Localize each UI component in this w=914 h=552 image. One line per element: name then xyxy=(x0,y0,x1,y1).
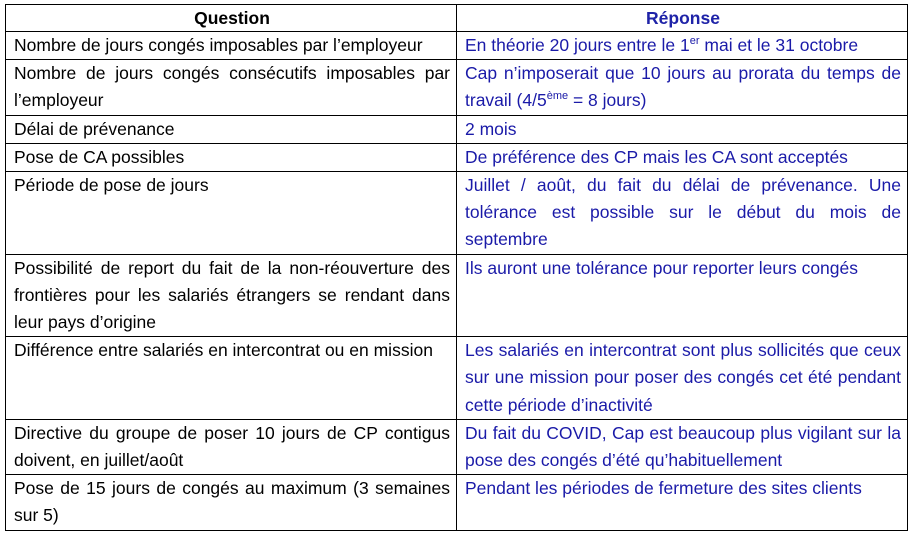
question-cell: Période de pose de jours xyxy=(6,172,457,255)
question-cell: Nombre de jours congés consécutifs imposables par l’employeur xyxy=(6,60,457,115)
reponse-cell: De préférence des CP mais les CA sont acceptés xyxy=(457,143,908,171)
table-row xyxy=(6,254,908,337)
table-row xyxy=(6,143,908,171)
question-cell: Possibilité de report du fait de la non-réouverture des frontières pour les salariés étrangers se rendant dans leur pays d’origine xyxy=(6,254,457,337)
reponse-cell: 2 mois xyxy=(457,115,908,143)
reponse-cell: Ils auront une tolérance pour reporter leurs congés xyxy=(457,254,908,337)
question-cell: Délai de prévenance xyxy=(6,115,457,143)
reponse-cell: Du fait du COVID, Cap est beaucoup plus vigilant sur la pose des congés d’été qu’habituellement xyxy=(457,419,908,474)
question-cell: Nombre de jours congés imposables par l’employeur xyxy=(6,32,457,60)
table-row xyxy=(6,475,908,530)
question-cell: Pose de CA possibles xyxy=(6,143,457,171)
reponse-cell xyxy=(457,32,908,60)
reponse-text: = 8 jours) xyxy=(568,90,647,111)
table-row xyxy=(6,115,908,143)
table-row xyxy=(6,60,908,115)
reponse-cell: Pendant les périodes de fermeture des sites clients xyxy=(457,475,908,530)
header-question: Question xyxy=(6,5,457,32)
reponse-text: En théorie 20 jours entre le 1 xyxy=(465,35,690,55)
reponse-superscript: er xyxy=(689,35,700,48)
table-row xyxy=(6,337,908,420)
question-cell: Pose de 15 jours de congés au maximum (3 semaines sur 5) xyxy=(6,475,457,530)
header-reponse: Réponse xyxy=(457,5,908,32)
question-cell: Directive du groupe de poser 10 jours de CP contigus doivent, en juillet/août xyxy=(6,419,457,474)
reponse-cell: Juillet / août, du fait du délai de prévenance. Une tolérance est possible sur le début du mois de septembre xyxy=(457,172,908,255)
reponse-superscript: ème xyxy=(546,90,569,103)
qa-table xyxy=(5,4,908,531)
table-row xyxy=(6,172,908,255)
header-row xyxy=(6,5,908,32)
reponse-text: Cap n’imposerait que 10 jours au prorata du temps de travail (4/5 xyxy=(465,63,901,111)
reponse-cell xyxy=(457,60,908,115)
reponse-cell: Les salariés en intercontrat sont plus sollicités que ceux sur une mission pour poser des congés cet été pendant cette période d’inactivité xyxy=(457,337,908,420)
table-row xyxy=(6,419,908,474)
table-row xyxy=(6,32,908,60)
question-cell: Différence entre salariés en intercontrat ou en mission xyxy=(6,337,457,420)
reponse-text: mai et le 31 octobre xyxy=(699,35,859,55)
